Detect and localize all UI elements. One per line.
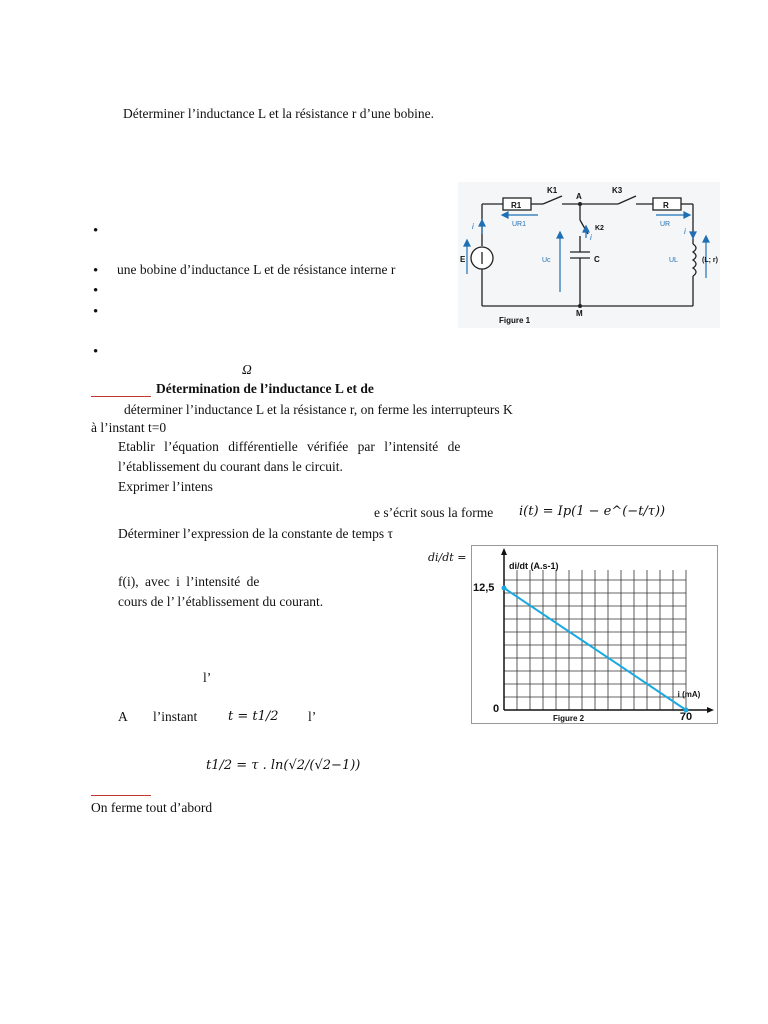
chart-tick-origin: 0 (493, 703, 500, 715)
question-1a: Etablir l’équation différentielle vérifiée par l’intensité de (118, 439, 461, 454)
section-underline-1 (91, 396, 151, 397)
chart-caption: Figure 2 (553, 714, 585, 723)
section-underline-2 (91, 795, 151, 796)
chart-y-label: di/dt (A.s-1) (509, 561, 559, 571)
node-a (578, 202, 582, 206)
bullet-2: • (93, 263, 99, 279)
current-formula (519, 504, 665, 519)
k1-label: K1 (547, 186, 558, 195)
objective-text: Déterminer l’inductance L et la résistance r d’une bobine. (123, 106, 434, 121)
question-7b: l’instant (153, 709, 198, 724)
chart-tick-x-end: 70 (679, 711, 693, 723)
k3-label: K3 (612, 186, 623, 195)
r-label: R (663, 201, 669, 210)
current-formula-text: i(t) = Ip(1 − e^(−t/τ)) (519, 504, 666, 519)
di-dt-fraction: di/dt = (428, 551, 467, 564)
figure-1-circuit (458, 182, 720, 328)
i-label-left: i (472, 222, 474, 231)
bullet-item-coil: une bobine d’inductance L et de résistance interne r (117, 262, 396, 277)
t-half-equation: t = t1/2 (228, 709, 279, 724)
node-m (578, 304, 582, 308)
uc-label: Uc (542, 257, 551, 264)
question-7c: l’ (308, 709, 317, 724)
r1-label: R1 (511, 201, 522, 210)
c-label: C (594, 255, 600, 264)
part2-start: On ferme tout d’abord (91, 800, 213, 815)
k2-label: K2 (595, 225, 604, 232)
question-3-prefix: e s’écrit sous la forme (374, 505, 494, 520)
bullet-5: • (93, 344, 99, 360)
bullet-4: • (93, 304, 99, 320)
part1-line1: déterminer l’inductance L et la résistance r, on ferme les interrupteurs K (124, 402, 513, 417)
ul-label: UL (669, 257, 678, 264)
chart-x-label: i (mA) (677, 690, 701, 699)
coil-label: (L; r) (702, 257, 718, 264)
m-label: M (576, 309, 583, 318)
bullet-1: • (93, 223, 99, 239)
a-label: A (576, 192, 582, 201)
data-point (502, 586, 507, 591)
question-5a: f(i), avec i l’intensité de (118, 574, 260, 589)
question-2: Exprimer l’intens (118, 479, 213, 494)
bullet-3: • (93, 283, 99, 299)
question-6: l’ (203, 670, 212, 685)
question-1b: l’établissement du courant dans le circuit. (118, 459, 343, 474)
figure-2-chart (471, 545, 718, 724)
question-7a: A (118, 709, 128, 724)
part1-line2: à l’instant t=0 (91, 420, 167, 435)
ohm-symbol: Ω (242, 362, 252, 377)
figure-1-caption: Figure 1 (499, 316, 531, 325)
i-label-middle: i (590, 233, 592, 242)
half-time-formula: t1/2 = τ . ln(√2/(√2−1)) (206, 758, 361, 773)
i-label-right: i (684, 227, 686, 236)
question-5b: cours de l’ l’établissement du courant. (118, 594, 324, 609)
question-4: Déterminer l’expression de la constante de temps τ (118, 526, 393, 541)
e-label: E (460, 255, 466, 264)
chart-tick-y-top: 12,5 (473, 582, 495, 594)
ur-label: UR (660, 221, 671, 228)
part1-title: Détermination de l’inductance L et de (156, 381, 374, 396)
ur1-label: UR1 (512, 221, 527, 228)
